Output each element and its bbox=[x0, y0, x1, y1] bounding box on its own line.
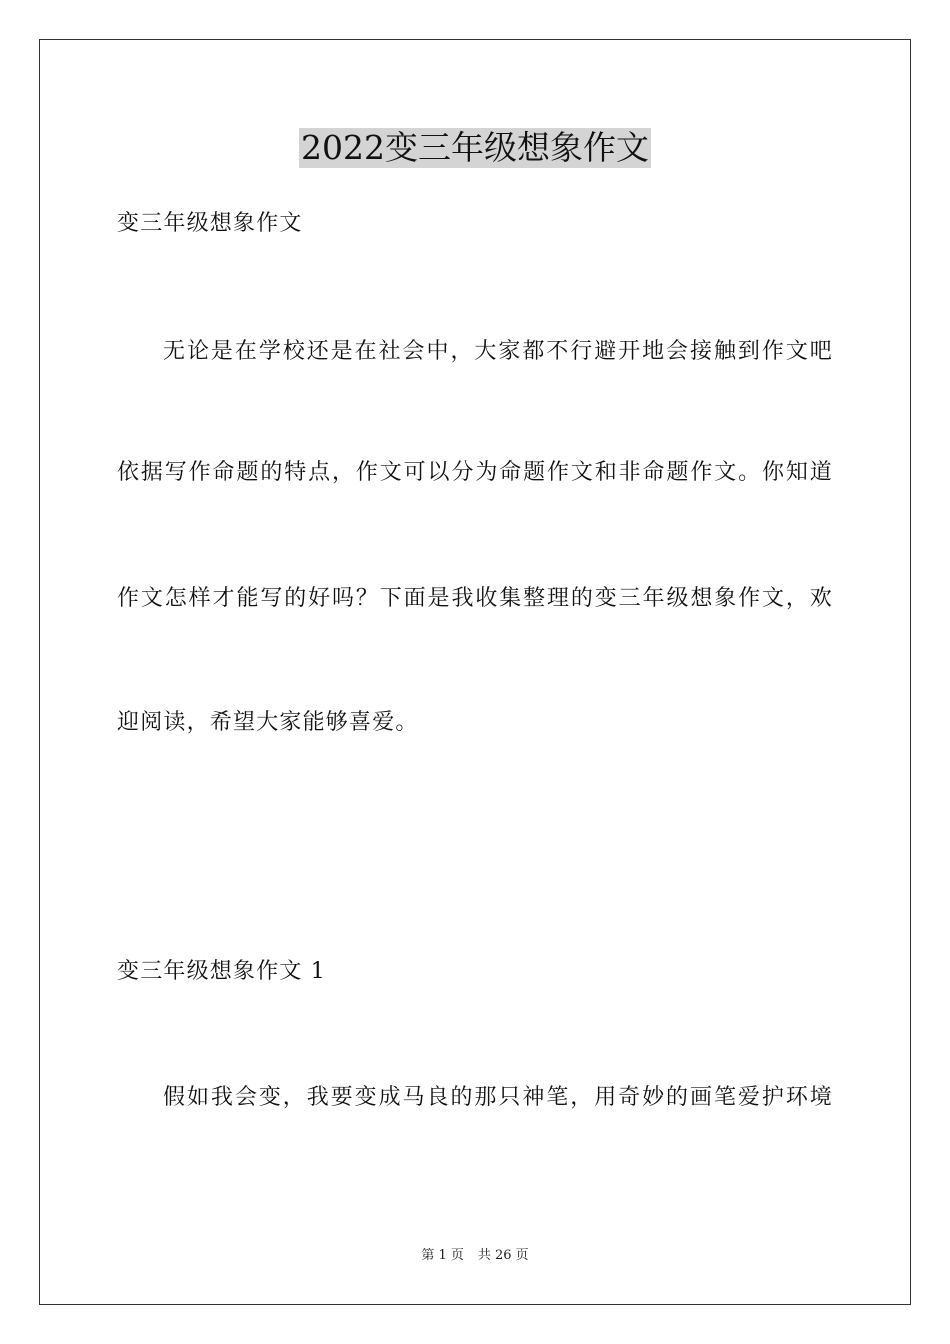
paragraph-line: 依据写作命题的特点，作文可以分为命题作文和非命题作文。你知道 bbox=[117, 460, 833, 485]
section-heading: 变三年级想象作文 1 bbox=[117, 959, 326, 984]
page-total: 共 26 页 bbox=[477, 1248, 529, 1263]
page-number: 第 1 页 bbox=[421, 1248, 464, 1263]
document-title: 2022变三年级想象作文 bbox=[301, 128, 649, 167]
document-subtitle: 变三年级想象作文 bbox=[117, 211, 303, 236]
title-container bbox=[0, 128, 950, 168]
paragraph-line: 无论是在学校还是在社会中，大家都不行避开地会接触到作文吧 bbox=[163, 339, 833, 364]
page-footer bbox=[0, 1247, 950, 1265]
paragraph-line: 假如我会变，我要变成马良的那只神笔，用奇妙的画笔爱护环境 bbox=[163, 1085, 833, 1110]
paragraph-line: 迎阅读，希望大家能够喜爱。 bbox=[117, 710, 419, 735]
paragraph-line: 作文怎样才能写的好吗？下面是我收集整理的变三年级想象作文，欢 bbox=[117, 586, 833, 611]
